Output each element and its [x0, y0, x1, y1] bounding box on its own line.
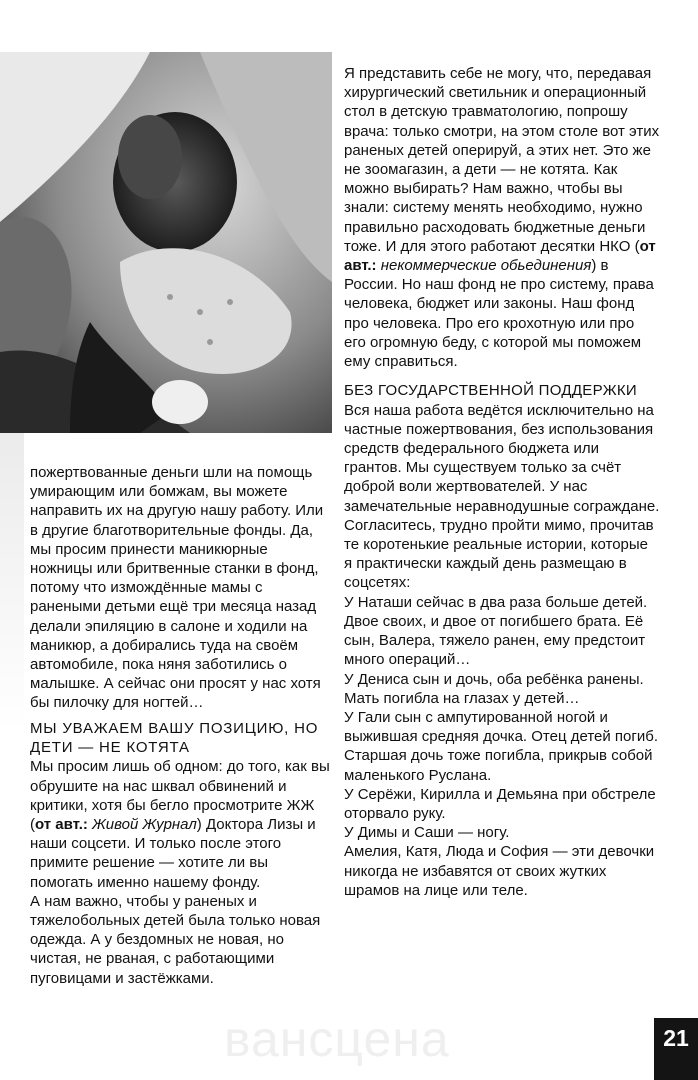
photo-of-injured-child-icon	[0, 52, 332, 433]
left-column	[30, 463, 330, 988]
story-item: У Серёжи, Кирилла и Демьяна при обстреле оторвало руку.	[344, 785, 656, 822]
magazine-watermark: вансцена	[224, 1011, 450, 1067]
right-p1-author-note: от авт.:	[344, 237, 656, 275]
left-paragraph-2	[30, 757, 330, 891]
photo	[0, 52, 332, 433]
right-paragraph-1	[344, 64, 660, 371]
left-p2-italic: Живой Журнал	[92, 816, 197, 834]
left-intro-paragraph: пожертвованные деньги шли на помощь умирающим или бомжам, вы можете направить их на другую нашу работу. Или в другие благотворительные фонды. Да, мы просим принести маникюрные ножницы или бритвенные станки в фонд, потому что измождённые мамы с ранеными детьми ещё три месяца назад делали эпиляцию в салоне и ходили на маникюр, а добирались туда на своём автомобиле, пока няня заботились о малышке. А сейчас они просят у нас хотя бы пилочку для ногтей…	[30, 464, 324, 712]
story-item: У Гали сын с ампутированной ногой и выжившая средняя дочка. Отец детей погиб. Старшая дочь тоже погибла, прикрыв собой маленького Руслана.	[344, 708, 658, 784]
story-item: У Димы и Саши — ногу.	[344, 824, 510, 842]
right-p1-text-b: ) в России. Но наш фонд не про систему, права человека, бюджет или законы. Наш фонд про человека. Про его крохотную или про его огромную беду, с которой мы поможем ему справиться.	[344, 257, 654, 371]
right-p1-italic: некоммерческие обьединения	[380, 257, 592, 275]
left-section-heading: МЫ УВАЖАЕМ ВАШУ ПОЗИЦИЮ, НО ДЕТИ — НЕ КОТЯТА	[30, 719, 319, 757]
right-p1-text-a: Я представить себе не могу, что, передавая хирургический светильник и операционный стол в детскую травматологию, попрошу врача: только смотри, на этом столе вот этих раненых детей оперируй, а этих нет. Это же не зоомагазин, а дети — не котята. Как можно выбирать? Нам важно, чтобы вы знали: систему менять необходимо, нужно правильно расходовать бюджетные деньги тоже. И для этого работают десятки НКО (	[344, 65, 660, 255]
left-p2-text-b: ) Доктора Лизы и наши соцсети. И только после этого примите решение — хотите ли вы помогать именно нашему фонду.	[30, 816, 316, 891]
left-paragraph-3: А нам важно, чтобы у раненых и тяжелобольных детей была только новая одежда. А у бездомных не новая, но чистая, не рваная, с работающими пуговицами и застёжками.	[30, 892, 321, 987]
page-number: 21	[654, 1018, 698, 1080]
right-column	[344, 64, 660, 900]
story-item: Амелия, Катя, Люда и София — эти девочки никогда не избавятся от своих жутких шрамов на лице или теле.	[344, 843, 655, 899]
left-p2-author-note: от авт.:	[35, 816, 88, 834]
story-item: У Наташи сейчас в два раза больше детей. Двое своих, и двое от погибшего брата. Её сын, Валера, тяжело ранен, ему предстоит много операций…	[344, 593, 648, 669]
page-bleed-shadow	[0, 433, 24, 733]
right-paragraph-2: Вся наша работа ведётся исключительно на частные пожертвования, без использования средств федерального бюджета или грантов. Мы существуем только за счёт доброй воли жертвователей. У нас замечательные неравнодушные сограждане. Согласитесь, трудно пройти мимо, прочитав те коротенькие реальные истории, которые я практически каждый день размещаю в соцсетях:	[344, 401, 660, 592]
left-p2-text-a: Мы просим лишь об одном: до того, как вы обрушите на нас шквал обвинений и критики, хотя бы бегло просмотрите ЖЖ (	[30, 758, 330, 834]
story-item: У Дениса сын и дочь, оба ребёнка ранены. Мать погибла на глазах у детей…	[344, 670, 644, 707]
right-section-heading: БЕЗ ГОСУДАРСТВЕННОЙ ПОДДЕРЖКИ	[344, 382, 638, 400]
